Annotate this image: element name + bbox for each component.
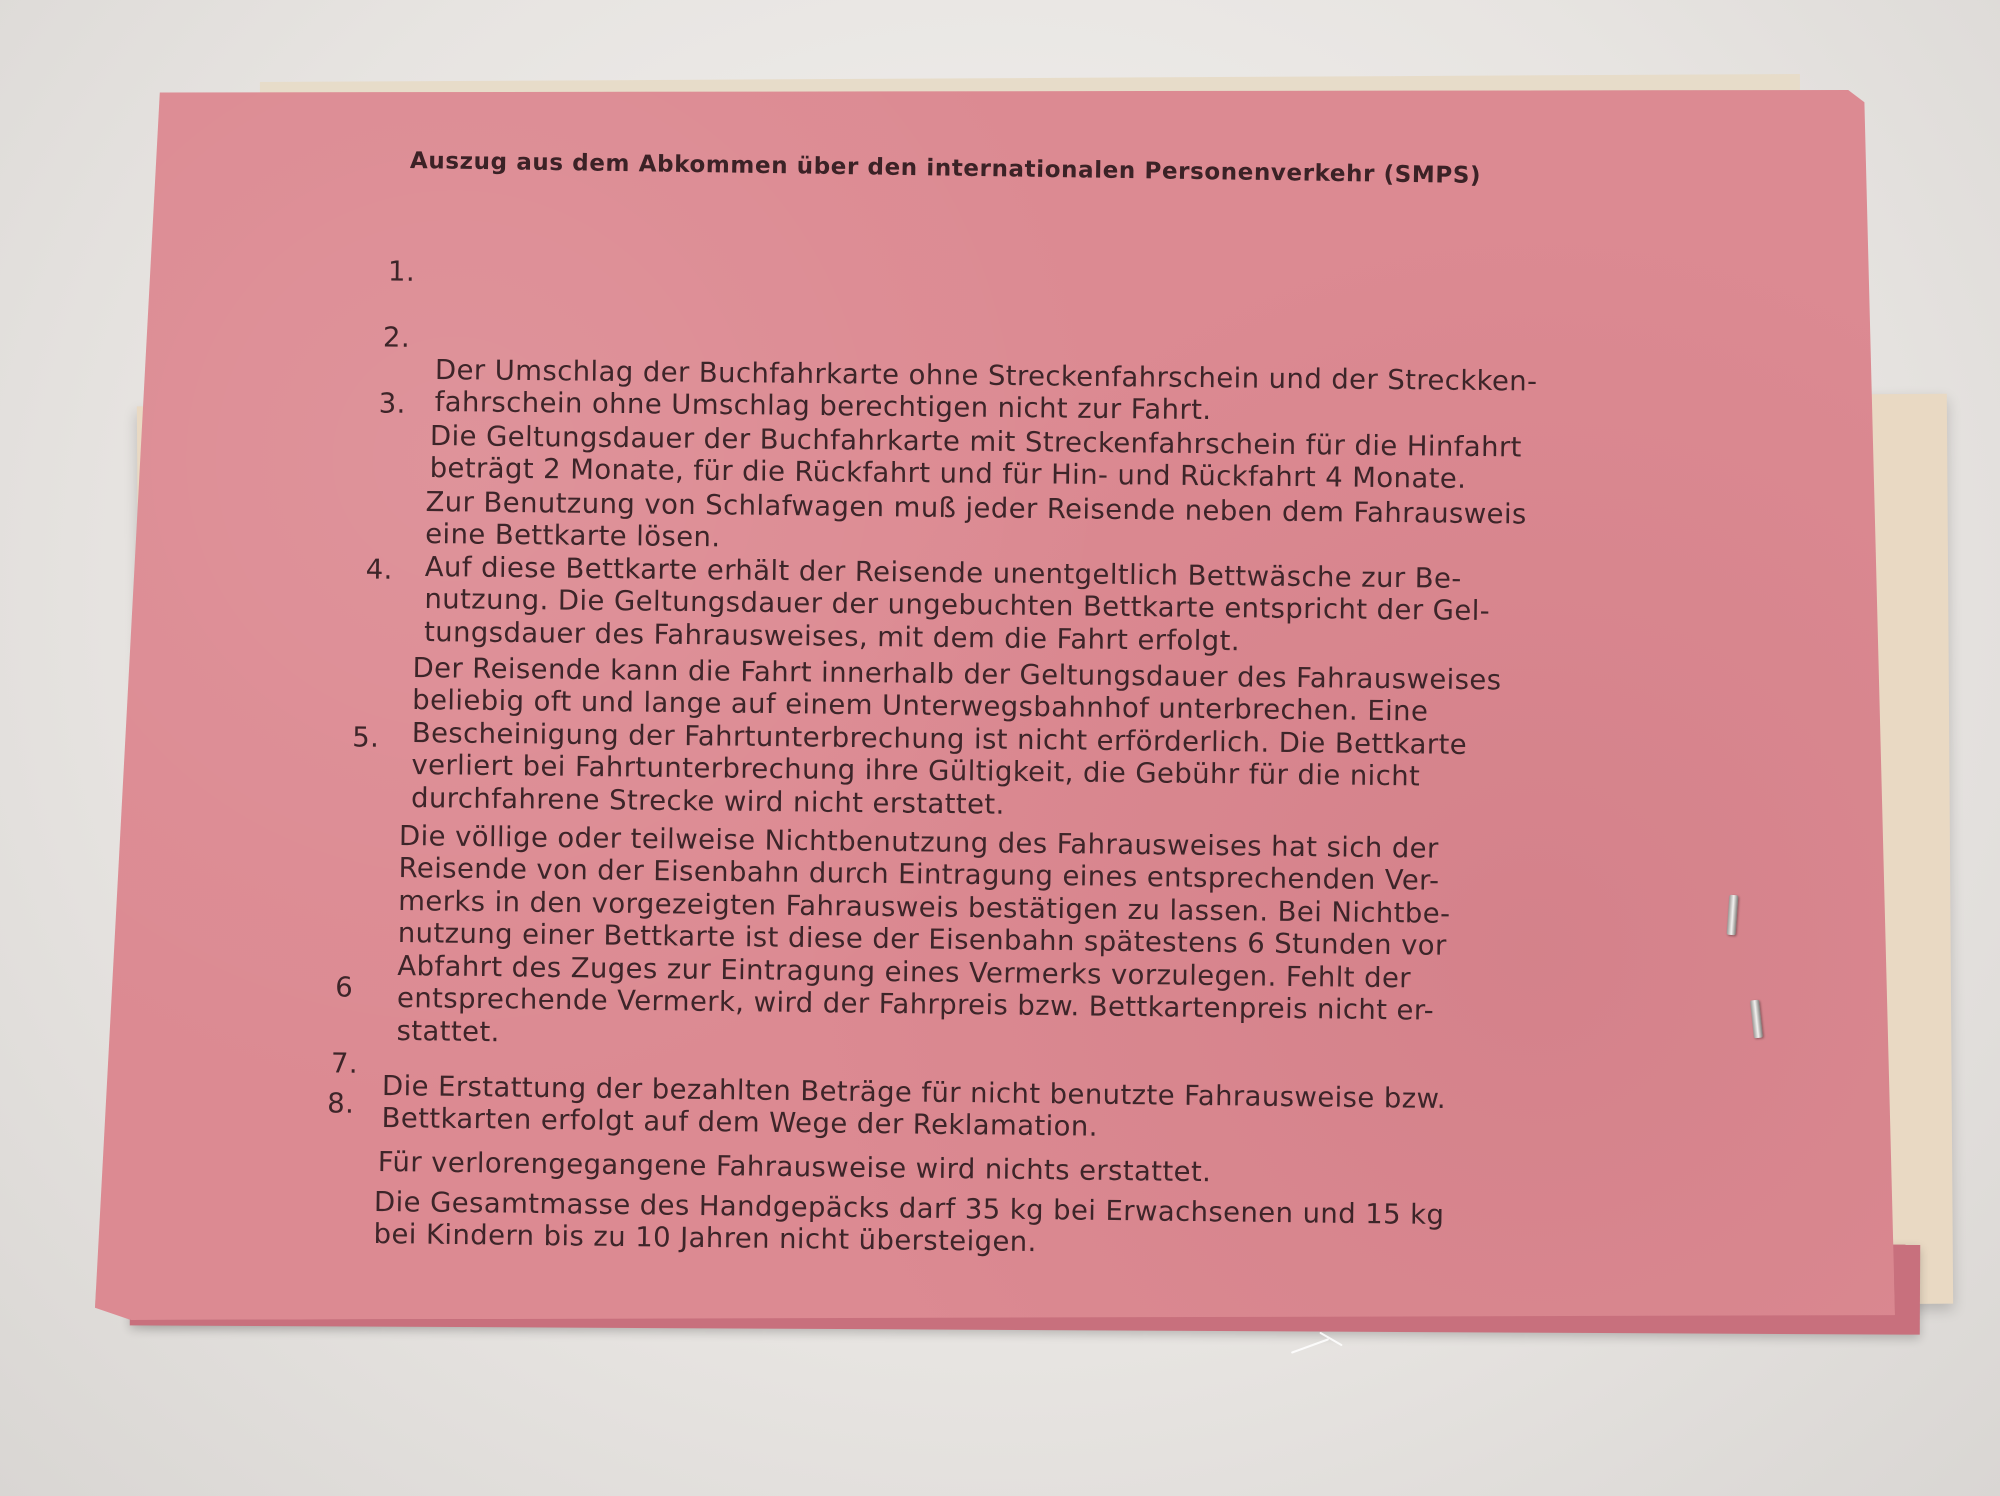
clause-8	[327, 1087, 1446, 1329]
clause-text: Zur Benutzung von Schlafwagen muß jeder Reisende neben dem Fahrausweis eine Bettkarte lösen. Auf diese Bettkarte erhält der Reisende unentgeltlich Bettwäsche zur Be- nutzung. Die Geltungsdauer der ungebuchten Bettkarte entspricht der Gel- tungsdauer des Fahrausweises, mit dem die Fahrt erfolgt.	[423, 485, 1527, 657]
clause-number: 1.	[387, 255, 416, 288]
clause-text: Die völlige oder teilweise Nichtbenutzung des Fahrausweises hat sich der Reisende von der Eisenbahn durch Eintragung eines entsprechenden Ver- merks in den vorgezeigten Fahrausweis bestätigen zu lassen. Bei Nichtbe- nutzung einer Bettkarte ist diese der Eisenbahn spätestens 6 Stunden vor Abfahrt des Zuges zur Eintragung eines Vermerks vorzulegen. Fehlt der entsprechende Vermerk, wird der Fahrpreis bzw. Bettkartenpreis nicht er- stattet.	[396, 819, 1451, 1048]
clause-number: 7.	[330, 1047, 359, 1080]
clause-text: Die Gesamtmasse des Handgepäcks darf 35 kg bei Erwachsenen und 15 kg bei Kindern bis zu 10 Jahren nicht übersteigen.	[373, 1185, 1445, 1259]
clause-number: 5.	[351, 721, 380, 754]
clause-text: Die Erstattung der bezahlten Beträge für nicht benutzte Fahrausweise bzw. Bettkarten erfolgt auf dem Wege der Reklamation.	[381, 1069, 1447, 1143]
document-title: Auszug aus dem Abkommen über den internationalen Personenverkehr (SMPS)	[409, 148, 1482, 189]
clause-text: Der Reisende kann die Fahrt innerhalb der Geltungsdauer des Fahrausweises beliebig oft und lange auf einem Unterwegsbahnhof unterbrechen. Eine Bescheinigung der Fahrtunterbrechung ist nicht erförderlich. Die Bettkarte verliert bei Fahrtunterbrechung ihre Gültigkeit, die Gebühr für die nicht durchfahrene Strecke wird nicht erstattet.	[410, 651, 1502, 821]
clause-text: Die Geltungsdauer der Buchfahrkarte mit Streckenfahrschein für die Hinfahrt beträgt 2 Monate, für die Rückfahrt und für Hin- und Rückfahrt 4 Monate.	[429, 419, 1522, 495]
clause-number: 6	[335, 971, 354, 1004]
clause-number: 2.	[382, 321, 411, 354]
clause-number: 3.	[378, 387, 406, 420]
clause-number: 4.	[365, 553, 393, 586]
clause-text: Der Umschlag der Buchfahrkarte ohne Streckenfahrschein und der Streckken- fahrschein ohne Umschlag berechtigen nicht zur Fahrt.	[434, 353, 1538, 427]
clause-number: 8.	[327, 1087, 355, 1120]
clause-text: Für verlorengegangene Fahrausweise wird nichts erstattet.	[377, 1145, 1212, 1188]
